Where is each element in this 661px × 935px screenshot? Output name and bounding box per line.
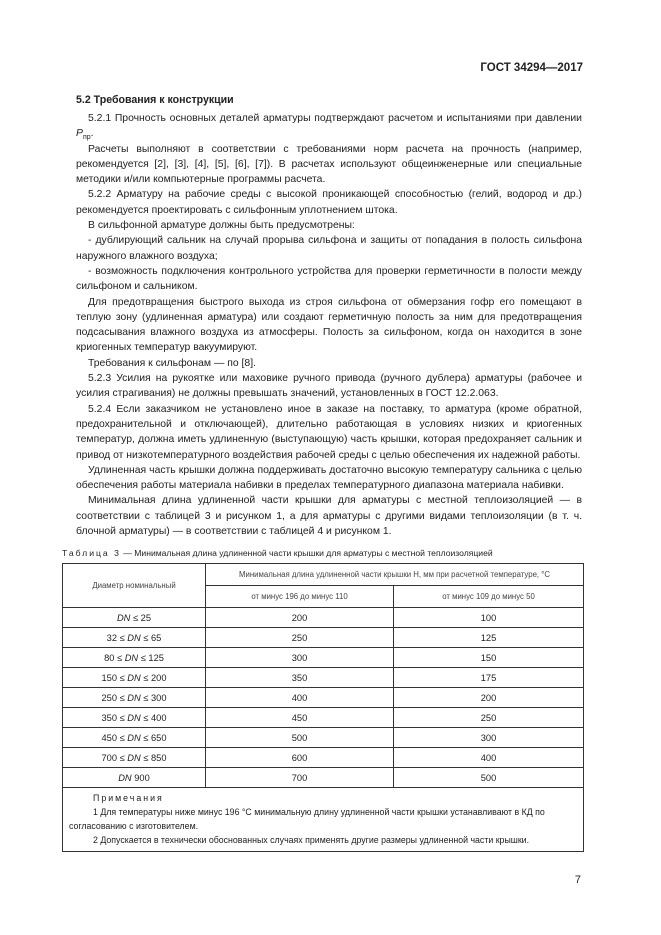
cell-length: 150 — [394, 648, 584, 668]
cell-length: 450 — [206, 708, 394, 728]
table-row — [63, 648, 584, 668]
paragraph: Для предотвращения быстрого выхода из строя сильфона от обмерзания гофр его помещают в теплую зону (удлиненная арматура) или создают герметичную полость за ним для предотвращения подсасывания влажного воздуха из атмосферы. Полость за сильфоном, когда он находится в зоне криогенных температур вакуумируют. — [76, 296, 582, 354]
cell-diameter: DN 900 — [63, 768, 206, 788]
cell-length: 500 — [206, 728, 394, 748]
paragraph-5-2-4: 5.2.4 Если заказчиком не установлено иное в заказе на поставку, то арматура (кроме обратной, предохранительной и отключающей), длительно работающая в условиях низких и криогенных температур, должна иметь удлиненную (выступающую) часть крышки, которая предохраняет сальник и привод от низкотемпературного воздействия рабочей среды с целью обеспечения их надежной работы. — [76, 403, 582, 461]
table-row — [63, 708, 584, 728]
table-row — [63, 748, 584, 768]
cell-length: 250 — [206, 628, 394, 648]
cell-diameter: 150 ≤ DN ≤ 200 — [63, 668, 206, 688]
cell-diameter: 700 ≤ DN ≤ 850 — [63, 748, 206, 768]
cell-length: 175 — [394, 668, 584, 688]
paragraph-text: 5.2.1 Прочность основных деталей арматуры подтверждают расчетом и испытаниями при давлении — [88, 113, 582, 124]
cell-diameter: DN ≤ 25 — [63, 608, 206, 628]
table-notes — [63, 788, 584, 852]
column-group-header: Минимальная длина удлиненной части крышки H, мм при расчетной температуре, °C — [206, 564, 584, 586]
column-header-range-1: от минус 196 до минус 110 — [206, 586, 394, 608]
notes-title: Примечания — [93, 793, 164, 804]
paragraph-5-2-3: 5.2.3 Усилия на рукоятке или маховике ручного привода (ручного дублера) арматуры (рабочее и усилия страгивания) не должны превышать значений, установленных в ГОСТ 12.2.063. — [76, 373, 582, 400]
paragraph: Расчеты выполняют в соответствии с требованиями норм расчета на прочность (например, рекомендуется [2], [3], [4], [5], [6], [7]). В расчетах используют общеинженерные или специальные методики и/или компьютерные программы расчета. — [76, 143, 582, 186]
cell-length: 600 — [206, 748, 394, 768]
cell-length: 400 — [394, 748, 584, 768]
paragraph: Требования к сильфонам — по [8]. — [88, 357, 256, 369]
cell-diameter: 450 ≤ DN ≤ 650 — [63, 728, 206, 748]
paragraph-5-2-1 — [76, 111, 582, 142]
cell-length: 250 — [394, 708, 584, 728]
page-number: 7 — [574, 874, 581, 887]
table-3 — [62, 563, 584, 852]
cell-length: 125 — [394, 628, 584, 648]
table-caption-label: Таблица 3 — [62, 548, 121, 559]
cell-length: 500 — [394, 768, 584, 788]
cell-length: 300 — [394, 728, 584, 748]
cell-length: 700 — [206, 768, 394, 788]
cell-diameter: 250 ≤ DN ≤ 300 — [63, 688, 206, 708]
table-row — [63, 628, 584, 648]
pressure-symbol: P — [76, 128, 83, 140]
note-1: 1 Для температуры ниже минус 196 °С минимальную длину удлиненной части крышки устанавливают в КД по согласованию с изготовителем. — [69, 807, 545, 832]
paragraph: В сильфонной арматуре должны быть предусмотрены: — [88, 220, 355, 232]
paragraph-5-2-2: 5.2.2 Арматуру на рабочие среды с высокой проникающей способностью (гелий, водород и др.) рекомендуется проектировать с сильфонным уплотнением штока. — [76, 189, 582, 216]
paragraph-text: . — [90, 128, 94, 140]
table-row — [63, 608, 584, 628]
document-body — [76, 93, 582, 539]
note-2: 2 Допускается в технически обоснованных случаях применять другие размеры удлиненной части крышки. — [93, 835, 530, 846]
table-row — [63, 728, 584, 748]
table-caption — [62, 547, 661, 559]
document-header: ГОСТ 34294—2017 — [480, 62, 583, 74]
cell-length: 300 — [206, 648, 394, 668]
list-item: - дублирующий сальник на случай прорыва сильфона и защиты от попадания в полость сильфона наружного влажного воздуха; — [76, 235, 582, 262]
column-header-range-2: от минус 109 до минус 50 — [394, 586, 584, 608]
cell-diameter: 80 ≤ DN ≤ 125 — [63, 648, 206, 668]
cell-diameter: 32 ≤ DN ≤ 65 — [63, 628, 206, 648]
cell-diameter: 350 ≤ DN ≤ 400 — [63, 708, 206, 728]
column-header-diameter: Диаметр номинальный — [63, 564, 206, 608]
table-row — [63, 668, 584, 688]
cell-length: 200 — [394, 688, 584, 708]
paragraph: Минимальная длина удлиненной части крышки для арматуры с местной теплоизоляцией — в соответствии с таблицей 3 и рисунком 1, а для арматуры с другими видами теплоизоляции (в т. ч. блочной арматуры) — в соответствии с таблицей 4 и рисунком 1. — [76, 495, 582, 538]
cell-length: 400 — [206, 688, 394, 708]
pressure-subscript: пр — [82, 134, 91, 142]
cell-length: 350 — [206, 668, 394, 688]
table-caption-text: — Минимальная длина удлиненной части крышки для арматуры с местной теплоизоляцией — [120, 548, 493, 559]
list-item: - возможность подключения контрольного устройства для проверки герметичности в полости между сильфоном и сальником. — [76, 265, 582, 293]
table-row — [63, 768, 584, 788]
paragraph: Удлиненная часть крышки должна поддерживать достаточно высокую температуру сальника с целью обеспечения работы материала набивки в пределах температурного диапазона материала набивки. — [76, 464, 582, 492]
section-heading: 5.2 Требования к конструкции — [76, 94, 234, 106]
cell-length: 200 — [206, 608, 394, 628]
cell-length: 100 — [394, 608, 584, 628]
table-row — [63, 688, 584, 708]
